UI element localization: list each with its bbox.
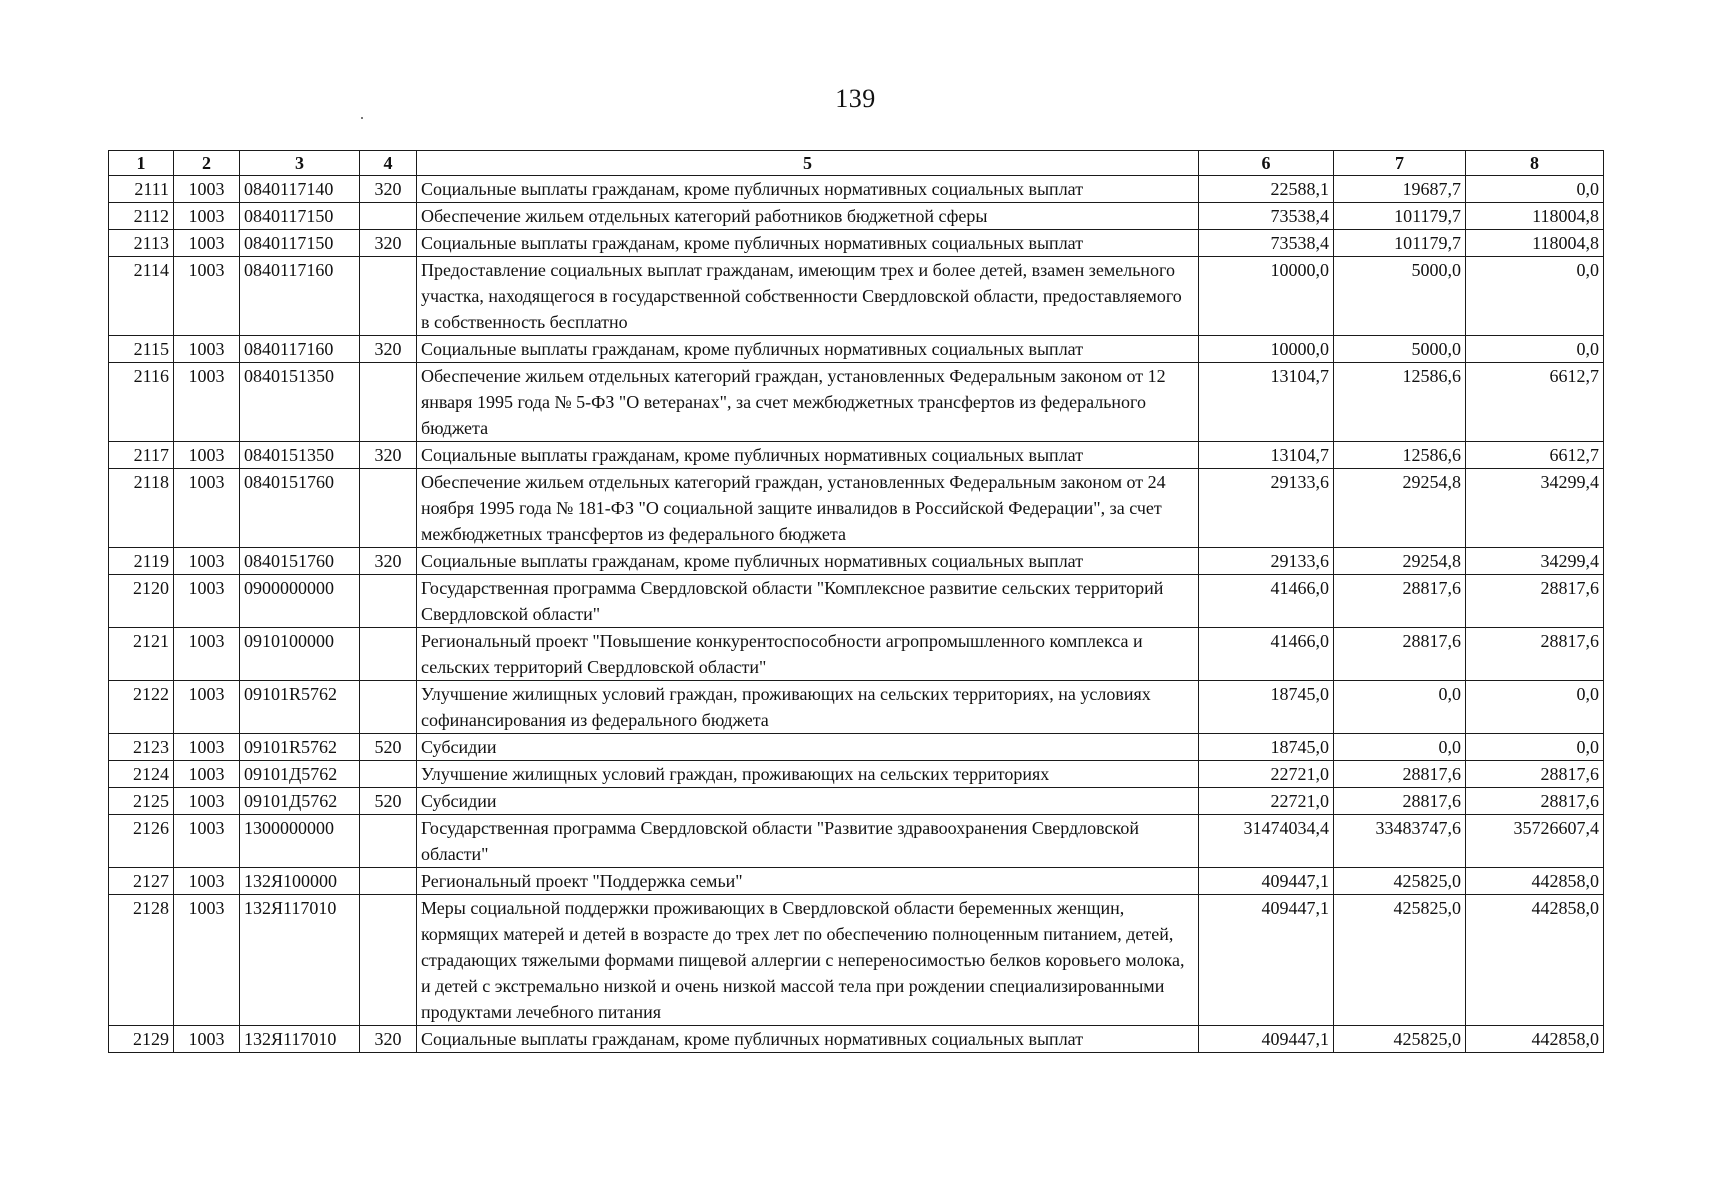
amount-year-3-cell: 118004,8 [1466, 230, 1604, 257]
amount-year-1-cell: 73538,4 [1199, 203, 1334, 230]
amount-year-1-cell: 10000,0 [1199, 257, 1334, 336]
amount-year-2-cell: 28817,6 [1334, 761, 1466, 788]
amount-year-1-cell: 22721,0 [1199, 788, 1334, 815]
target-article-code-cell: 0840117160 [240, 257, 360, 336]
amount-year-1-cell: 409447,1 [1199, 895, 1334, 1026]
amount-year-3-cell: 0,0 [1466, 734, 1604, 761]
target-article-code-cell: 132Я100000 [240, 868, 360, 895]
amount-year-2-cell: 29254,8 [1334, 548, 1466, 575]
section-code-cell: 1003 [174, 788, 240, 815]
item-name-cell: Региональный проект "Повышение конкурентоспособности агропромышленного комплекса и сельских территорий Свердловской области" [417, 628, 1199, 681]
amount-year-3-cell: 28817,6 [1466, 761, 1604, 788]
amount-year-1-cell: 18745,0 [1199, 734, 1334, 761]
amount-year-1-cell: 409447,1 [1199, 1026, 1334, 1053]
section-code-cell: 1003 [174, 761, 240, 788]
section-code-cell: 1003 [174, 176, 240, 203]
amount-year-3-cell: 442858,0 [1466, 868, 1604, 895]
amount-year-2-cell: 5000,0 [1334, 257, 1466, 336]
amount-year-1-cell: 29133,6 [1199, 469, 1334, 548]
row-number-cell: 2128 [109, 895, 174, 1026]
table-row [109, 575, 1604, 628]
amount-year-1-cell: 41466,0 [1199, 628, 1334, 681]
item-name-cell: Социальные выплаты гражданам, кроме публичных нормативных социальных выплат [417, 548, 1199, 575]
amount-year-2-cell: 12586,6 [1334, 363, 1466, 442]
row-number-cell: 2129 [109, 1026, 174, 1053]
amount-year-3-cell: 0,0 [1466, 257, 1604, 336]
section-code-cell: 1003 [174, 868, 240, 895]
row-number-cell: 2121 [109, 628, 174, 681]
row-number-cell: 2120 [109, 575, 174, 628]
row-number-cell: 2124 [109, 761, 174, 788]
amount-year-2-cell: 33483747,6 [1334, 815, 1466, 868]
expense-type-code-cell [360, 895, 417, 1026]
expense-type-code-cell [360, 363, 417, 442]
table-row [109, 257, 1604, 336]
target-article-code-cell: 09101R5762 [240, 734, 360, 761]
section-code-cell: 1003 [174, 815, 240, 868]
scan-artifact-dot [361, 117, 363, 119]
row-number-cell: 2127 [109, 868, 174, 895]
section-code-cell: 1003 [174, 628, 240, 681]
section-code-cell: 1003 [174, 336, 240, 363]
row-number-cell: 2118 [109, 469, 174, 548]
item-name-cell: Улучшение жилищных условий граждан, проживающих на сельских территориях [417, 761, 1199, 788]
amount-year-3-cell: 6612,7 [1466, 363, 1604, 442]
table-row [109, 176, 1604, 203]
expense-type-code-cell: 320 [360, 176, 417, 203]
item-name-cell: Социальные выплаты гражданам, кроме публичных нормативных социальных выплат [417, 336, 1199, 363]
table-row [109, 815, 1604, 868]
amount-year-2-cell: 0,0 [1334, 734, 1466, 761]
expense-type-code-cell [360, 681, 417, 734]
amount-year-2-cell: 28817,6 [1334, 788, 1466, 815]
amount-year-1-cell: 13104,7 [1199, 363, 1334, 442]
amount-year-1-cell: 22721,0 [1199, 761, 1334, 788]
column-header-4: 4 [360, 151, 417, 176]
row-number-cell: 2111 [109, 176, 174, 203]
table-row [109, 336, 1604, 363]
section-code-cell: 1003 [174, 203, 240, 230]
amount-year-3-cell: 28817,6 [1466, 628, 1604, 681]
expense-type-code-cell [360, 815, 417, 868]
table-header-row [109, 151, 1604, 176]
table-row [109, 868, 1604, 895]
target-article-code-cell: 0910100000 [240, 628, 360, 681]
target-article-code-cell: 09101Д5762 [240, 788, 360, 815]
table-row [109, 363, 1604, 442]
item-name-cell: Обеспечение жильем отдельных категорий граждан, установленных Федеральным законом от 24 ноября 1995 года № 181-ФЗ "О социальной защите инвалидов в Российской Федерации", за счет межбюджетных трансфертов из федерального бюджета [417, 469, 1199, 548]
row-number-cell: 2114 [109, 257, 174, 336]
table-row [109, 548, 1604, 575]
item-name-cell: Государственная программа Свердловской области "Комплексное развитие сельских территорий Свердловской области" [417, 575, 1199, 628]
item-name-cell: Социальные выплаты гражданам, кроме публичных нормативных социальных выплат [417, 230, 1199, 257]
section-code-cell: 1003 [174, 257, 240, 336]
column-header-3: 3 [240, 151, 360, 176]
target-article-code-cell: 0840117150 [240, 230, 360, 257]
row-number-cell: 2115 [109, 336, 174, 363]
target-article-code-cell: 1300000000 [240, 815, 360, 868]
expense-type-code-cell: 320 [360, 442, 417, 469]
amount-year-3-cell: 28817,6 [1466, 788, 1604, 815]
table-body [109, 176, 1604, 1053]
section-code-cell: 1003 [174, 230, 240, 257]
amount-year-2-cell: 29254,8 [1334, 469, 1466, 548]
amount-year-2-cell: 0,0 [1334, 681, 1466, 734]
expense-type-code-cell: 320 [360, 1026, 417, 1053]
budget-table [108, 150, 1604, 1053]
section-code-cell: 1003 [174, 734, 240, 761]
amount-year-3-cell: 34299,4 [1466, 469, 1604, 548]
target-article-code-cell: 132Я117010 [240, 895, 360, 1026]
amount-year-1-cell: 73538,4 [1199, 230, 1334, 257]
column-header-5: 5 [417, 151, 1199, 176]
table-row [109, 895, 1604, 1026]
target-article-code-cell: 09101R5762 [240, 681, 360, 734]
item-name-cell: Меры социальной поддержки проживающих в Свердловской области беременных женщин, кормящих матерей и детей в возрасте до трех лет по обеспечению полноценным питанием, детей, страдающих тяжелыми формами пищевой аллергии с непереносимостью белков коровьего молока, и детей с экстремально низкой и очень низкой массой тела при рождении специализированными продуктами лечебного питания [417, 895, 1199, 1026]
item-name-cell: Предоставление социальных выплат гражданам, имеющим трех и более детей, взамен земельного участка, находящегося в государственной собственности Свердловской области, предоставляемого в собственность бесплатно [417, 257, 1199, 336]
amount-year-2-cell: 28817,6 [1334, 628, 1466, 681]
row-number-cell: 2125 [109, 788, 174, 815]
expense-type-code-cell [360, 868, 417, 895]
amount-year-3-cell: 34299,4 [1466, 548, 1604, 575]
row-number-cell: 2112 [109, 203, 174, 230]
item-name-cell: Обеспечение жильем отдельных категорий граждан, установленных Федеральным законом от 12 января 1995 года № 5-ФЗ "О ветеранах", за счет межбюджетных трансфертов из федерального бюджета [417, 363, 1199, 442]
amount-year-2-cell: 425825,0 [1334, 895, 1466, 1026]
item-name-cell: Социальные выплаты гражданам, кроме публичных нормативных социальных выплат [417, 442, 1199, 469]
amount-year-3-cell: 442858,0 [1466, 1026, 1604, 1053]
target-article-code-cell: 0840151760 [240, 548, 360, 575]
amount-year-1-cell: 409447,1 [1199, 868, 1334, 895]
table-row [109, 681, 1604, 734]
amount-year-2-cell: 425825,0 [1334, 868, 1466, 895]
table-row [109, 1026, 1604, 1053]
item-name-cell: Государственная программа Свердловской области "Развитие здравоохранения Свердловской области" [417, 815, 1199, 868]
target-article-code-cell: 0840151760 [240, 469, 360, 548]
item-name-cell: Обеспечение жильем отдельных категорий работников бюджетной сферы [417, 203, 1199, 230]
expense-type-code-cell [360, 575, 417, 628]
expense-type-code-cell: 520 [360, 734, 417, 761]
amount-year-2-cell: 19687,7 [1334, 176, 1466, 203]
amount-year-2-cell: 101179,7 [1334, 203, 1466, 230]
section-code-cell: 1003 [174, 469, 240, 548]
amount-year-2-cell: 101179,7 [1334, 230, 1466, 257]
target-article-code-cell: 0840117140 [240, 176, 360, 203]
amount-year-3-cell: 0,0 [1466, 336, 1604, 363]
amount-year-1-cell: 18745,0 [1199, 681, 1334, 734]
amount-year-3-cell: 442858,0 [1466, 895, 1604, 1026]
table-row [109, 442, 1604, 469]
section-code-cell: 1003 [174, 575, 240, 628]
amount-year-1-cell: 13104,7 [1199, 442, 1334, 469]
expense-type-code-cell: 320 [360, 548, 417, 575]
column-header-7: 7 [1334, 151, 1466, 176]
amount-year-3-cell: 6612,7 [1466, 442, 1604, 469]
table-row [109, 203, 1604, 230]
target-article-code-cell: 132Я117010 [240, 1026, 360, 1053]
expense-type-code-cell [360, 203, 417, 230]
target-article-code-cell: 0840117160 [240, 336, 360, 363]
target-article-code-cell: 0840151350 [240, 363, 360, 442]
item-name-cell: Улучшение жилищных условий граждан, проживающих на сельских территориях, на условиях софинансирования из федерального бюджета [417, 681, 1199, 734]
amount-year-3-cell: 0,0 [1466, 176, 1604, 203]
amount-year-1-cell: 41466,0 [1199, 575, 1334, 628]
section-code-cell: 1003 [174, 363, 240, 442]
expense-type-code-cell [360, 469, 417, 548]
item-name-cell: Социальные выплаты гражданам, кроме публичных нормативных социальных выплат [417, 176, 1199, 203]
target-article-code-cell: 09101Д5762 [240, 761, 360, 788]
section-code-cell: 1003 [174, 548, 240, 575]
row-number-cell: 2122 [109, 681, 174, 734]
row-number-cell: 2113 [109, 230, 174, 257]
expense-type-code-cell [360, 257, 417, 336]
amount-year-2-cell: 425825,0 [1334, 1026, 1466, 1053]
item-name-cell: Социальные выплаты гражданам, кроме публичных нормативных социальных выплат [417, 1026, 1199, 1053]
table-row [109, 469, 1604, 548]
expense-type-code-cell: 320 [360, 230, 417, 257]
table-row [109, 628, 1604, 681]
amount-year-2-cell: 28817,6 [1334, 575, 1466, 628]
expense-type-code-cell: 520 [360, 788, 417, 815]
amount-year-1-cell: 31474034,4 [1199, 815, 1334, 868]
row-number-cell: 2116 [109, 363, 174, 442]
item-name-cell: Региональный проект "Поддержка семьи" [417, 868, 1199, 895]
amount-year-1-cell: 29133,6 [1199, 548, 1334, 575]
expense-type-code-cell [360, 628, 417, 681]
item-name-cell: Субсидии [417, 734, 1199, 761]
section-code-cell: 1003 [174, 442, 240, 469]
amount-year-3-cell: 118004,8 [1466, 203, 1604, 230]
row-number-cell: 2117 [109, 442, 174, 469]
section-code-cell: 1003 [174, 681, 240, 734]
amount-year-3-cell: 28817,6 [1466, 575, 1604, 628]
amount-year-2-cell: 12586,6 [1334, 442, 1466, 469]
amount-year-3-cell: 0,0 [1466, 681, 1604, 734]
row-number-cell: 2123 [109, 734, 174, 761]
item-name-cell: Субсидии [417, 788, 1199, 815]
column-header-6: 6 [1199, 151, 1334, 176]
table-row [109, 230, 1604, 257]
expense-type-code-cell: 320 [360, 336, 417, 363]
amount-year-1-cell: 10000,0 [1199, 336, 1334, 363]
amount-year-3-cell: 35726607,4 [1466, 815, 1604, 868]
amount-year-2-cell: 5000,0 [1334, 336, 1466, 363]
target-article-code-cell: 0900000000 [240, 575, 360, 628]
column-header-1: 1 [109, 151, 174, 176]
target-article-code-cell: 0840151350 [240, 442, 360, 469]
section-code-cell: 1003 [174, 895, 240, 1026]
table-row [109, 761, 1604, 788]
page-number: 139 [835, 84, 876, 113]
target-article-code-cell: 0840117150 [240, 203, 360, 230]
section-code-cell: 1003 [174, 1026, 240, 1053]
row-number-cell: 2126 [109, 815, 174, 868]
column-header-2: 2 [174, 151, 240, 176]
table-row [109, 734, 1604, 761]
column-header-8: 8 [1466, 151, 1604, 176]
table-row [109, 788, 1604, 815]
row-number-cell: 2119 [109, 548, 174, 575]
amount-year-1-cell: 22588,1 [1199, 176, 1334, 203]
expense-type-code-cell [360, 761, 417, 788]
